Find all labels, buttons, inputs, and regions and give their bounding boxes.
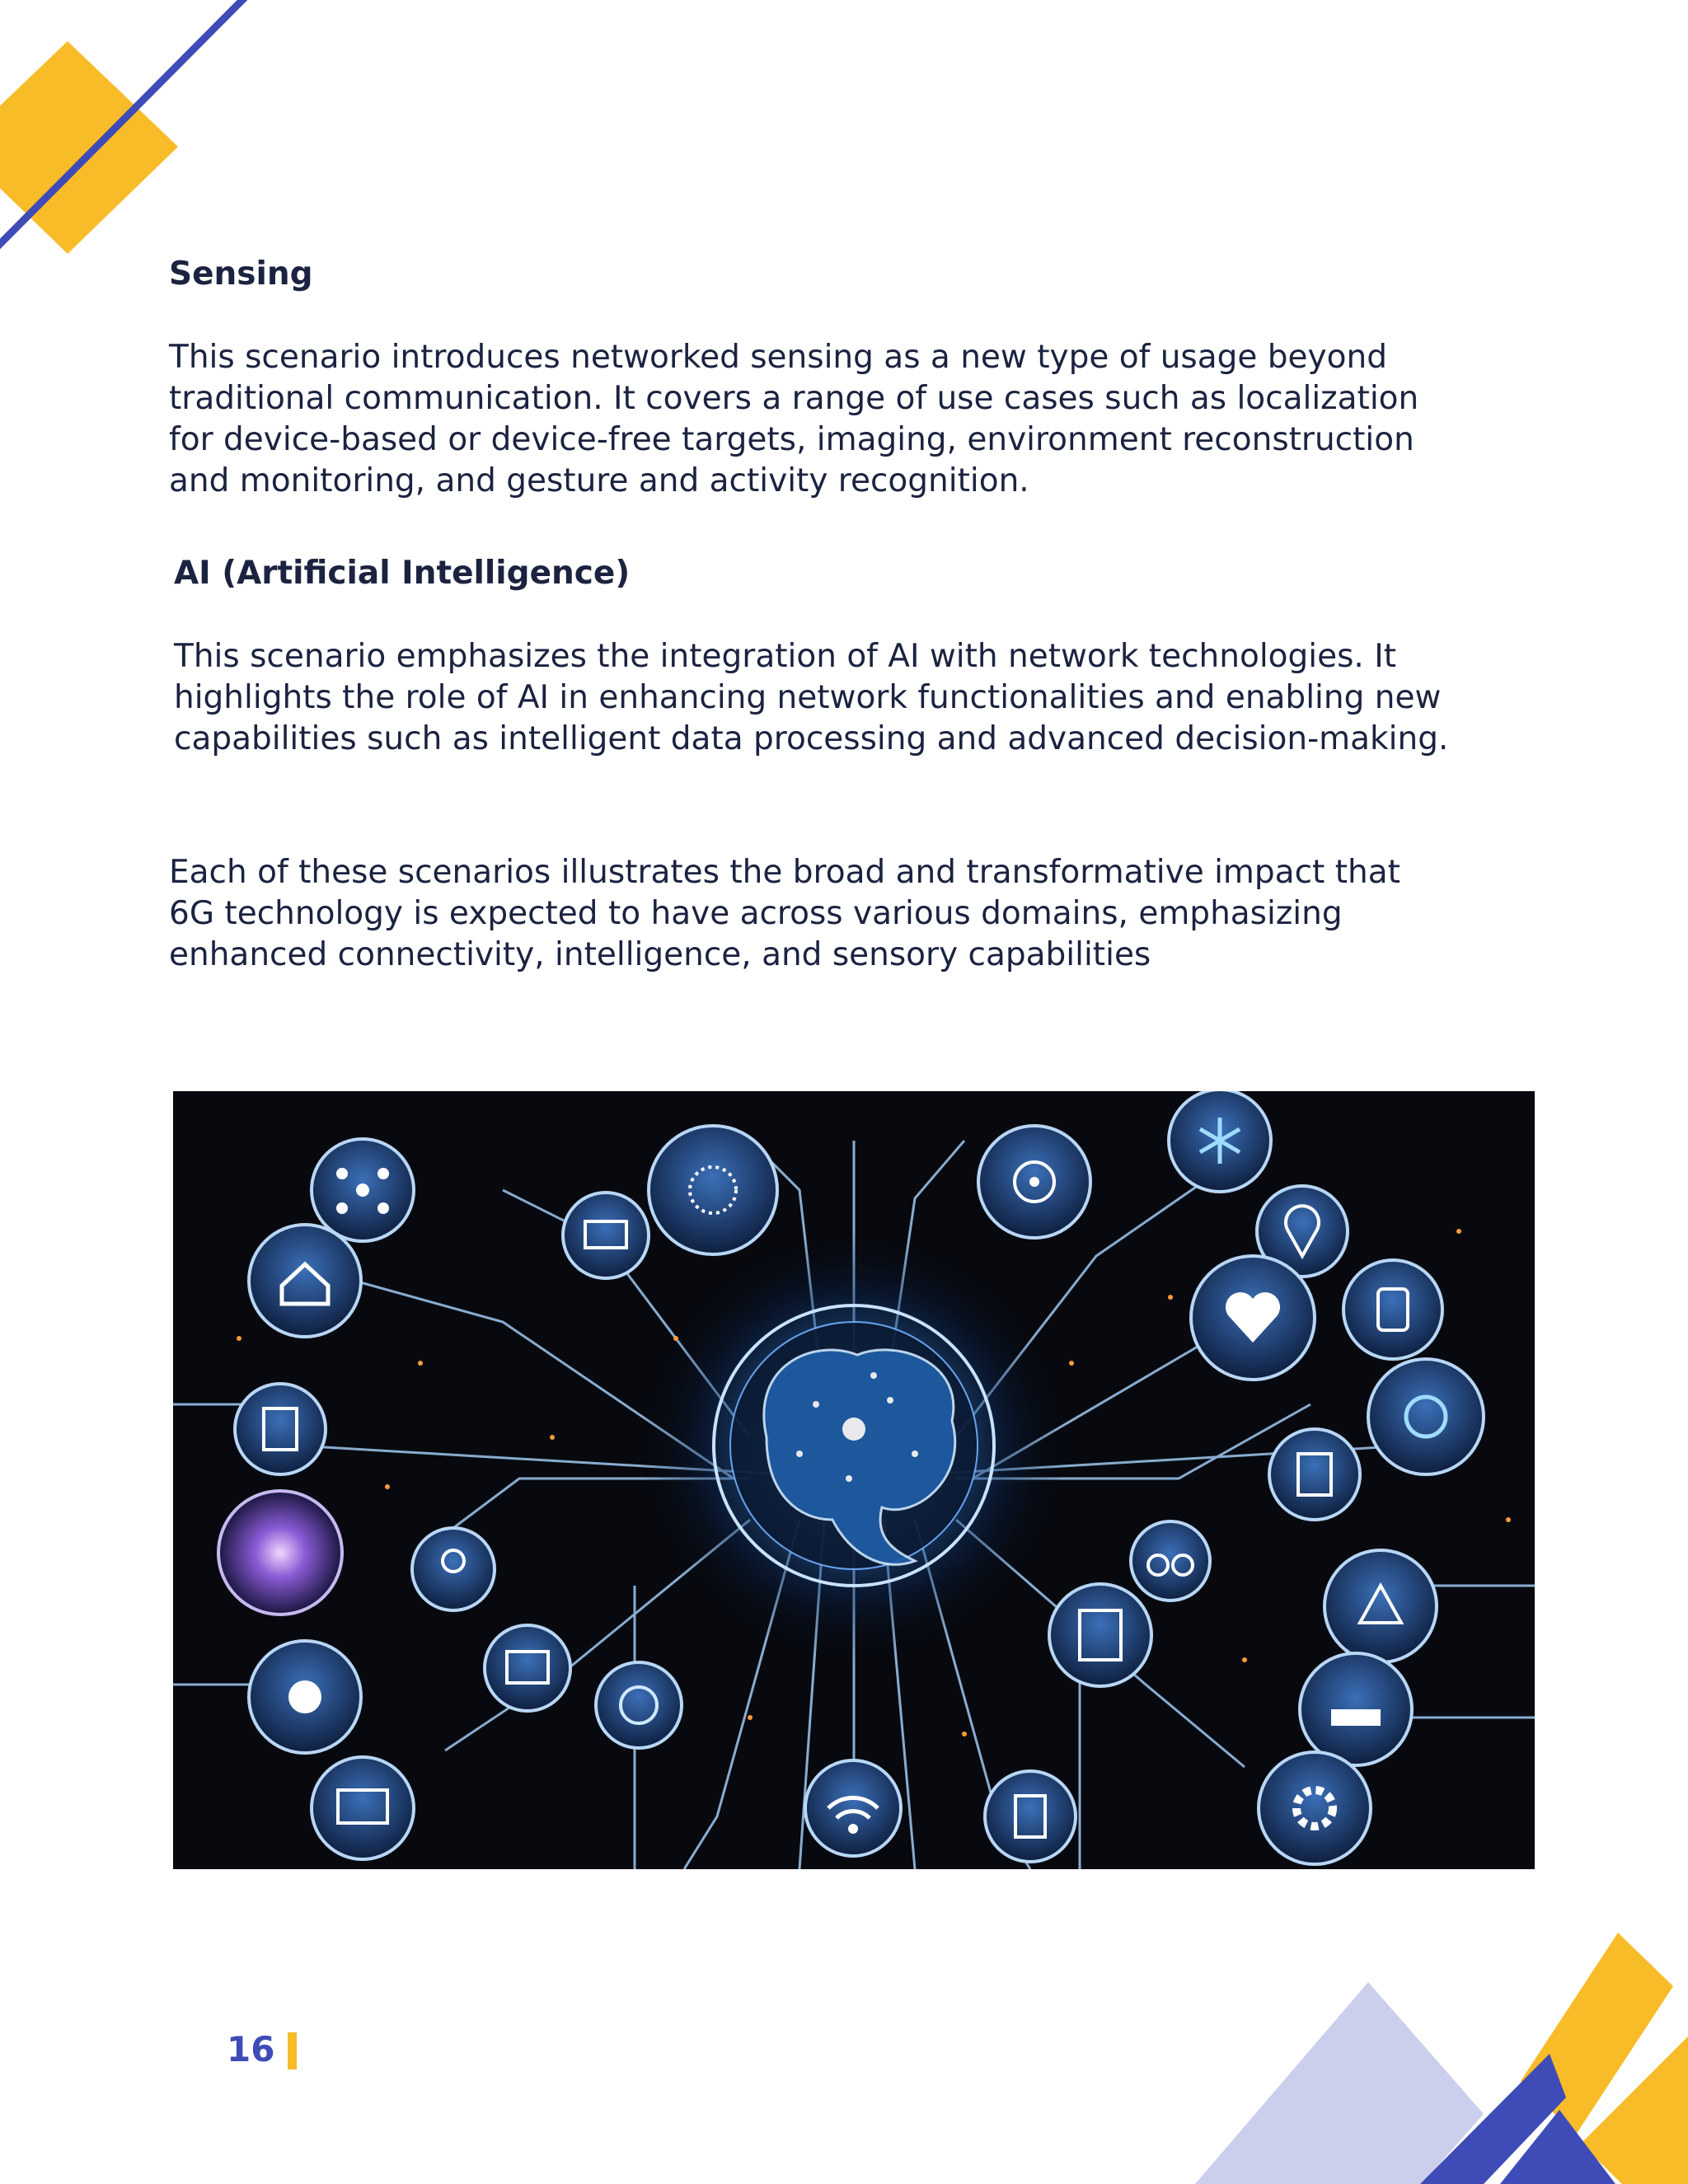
person-node [412, 1528, 495, 1610]
blue-triangle-lower-shape [1500, 2110, 1615, 2184]
wifi-node [805, 1760, 901, 1856]
ai-network-illustration [173, 1091, 1535, 1869]
radial-node [649, 1126, 777, 1254]
globe-node [596, 1662, 682, 1748]
laptop-node [563, 1193, 649, 1278]
ai-heading: AI (Artificial Intelligence) [174, 555, 631, 592]
target-node [978, 1126, 1090, 1238]
top-left-decoration [0, 0, 264, 264]
cloud-node [1300, 1653, 1412, 1765]
blue-triangle-shape [1420, 2054, 1566, 2184]
yellow-diamond-upper-shape [1521, 1933, 1673, 2135]
page-number: 16 [227, 2029, 275, 2069]
chart-node [485, 1625, 570, 1711]
purple-node [218, 1491, 342, 1615]
snowflake-node [1169, 1091, 1271, 1192]
building-node [1049, 1584, 1151, 1686]
monitor-node [312, 1757, 414, 1859]
sensing-paragraph: This scenario introduces networked sensing as a new type of usage beyond traditional communication. It covers a range of use cases such as localization for device-based or device-free targets, imaging, environment reconstruction and monitoring, and gesture and activity recognition. [169, 339, 1419, 499]
lavender-triangle-shape [1195, 1982, 1484, 2184]
network-node [312, 1139, 414, 1241]
settings-node [1269, 1429, 1360, 1520]
illustration-canvas [173, 1091, 1535, 1869]
phone-node [1343, 1260, 1442, 1359]
robot-node [249, 1641, 361, 1753]
document-node [235, 1384, 326, 1474]
heart-node [1191, 1256, 1315, 1380]
gear-node [1259, 1752, 1371, 1864]
battery-node [985, 1771, 1076, 1862]
dial-node [1368, 1359, 1484, 1474]
bike-node [1131, 1521, 1210, 1601]
triangle-node [1325, 1550, 1437, 1662]
home-node [249, 1225, 361, 1337]
yellow-diamond-lower-shape [1581, 2036, 1688, 2184]
page-number-accent-bar [288, 2032, 297, 2069]
summary-paragraph: Each of these scenarios illustrates the broad and transformative impact that 6G technology is expected to have across various domains, emphasizing enhanced connectivity, intelligence, and sensory capabilities [169, 854, 1400, 973]
sensing-heading: Sensing [169, 255, 313, 293]
ai-paragraph: This scenario emphasizes the integration of AI with network technologies. It highlights the role of AI in enhancing network functionalities and enabling new capabilities such as intelligent data processing and advanced decision-making. [174, 638, 1449, 757]
